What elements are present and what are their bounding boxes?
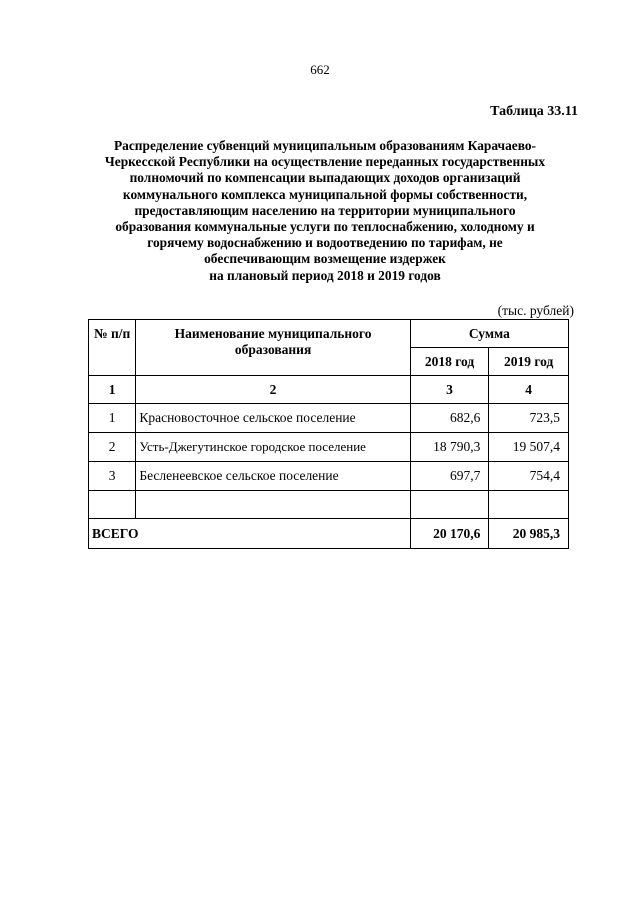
header-name: Наименование муниципального образования [136,320,410,376]
title-line: предоставляющим населению на территории муниципального [134,202,516,218]
row-num: 2 [89,433,136,462]
title-line: образования коммунальные услуги по теплоснабжению, холодному и [115,219,535,235]
empty-cell [410,491,489,519]
title-line: Распределение субвенций муниципальным образованиям Карачаево- [113,138,537,153]
subsidy-table [88,319,569,549]
row-name: Бесленеевское сельское поселение [136,462,410,491]
row-name: Усть-Джегутинское городское поселение [136,433,410,462]
total-row [89,519,569,549]
row-num: 3 [89,462,136,491]
row-value-2018: 697,7 [410,462,489,491]
title-line: коммунального комплекса муниципальной формы собственности, [122,186,528,202]
row-value-2018: 18 790,3 [410,433,489,462]
title-line: на плановый период 2018 и 2019 годов [209,267,441,283]
header-year-2018: 2018 год [410,348,489,376]
title-line: Черкесской Республики на осуществление переданных государственных [104,154,546,170]
header-num: № п/п [89,320,136,376]
row-value-2018: 682,6 [410,404,489,433]
page-number: 662 [310,62,330,77]
title-line: полномочий по компенсации выпадающих доходов организаций [129,170,521,186]
table-row [89,462,569,491]
table-row [89,433,569,462]
title-line: обеспечивающим возмещение издержек [204,251,446,267]
column-index: 4 [489,376,569,404]
column-index: 3 [410,376,489,404]
total-value-2019: 20 985,3 [489,519,569,549]
row-value-2019: 19 507,4 [489,433,569,462]
empty-cell [89,491,136,519]
header-sum: Сумма [410,320,568,348]
empty-cell [136,491,410,519]
row-value-2019: 723,5 [489,404,569,433]
empty-row [89,491,569,519]
table-header-row [89,320,569,348]
row-value-2019: 754,4 [489,462,569,491]
document-title [70,138,580,284]
row-name: Красновосточное сельское поселение [136,404,410,433]
total-label: ВСЕГО [89,519,411,549]
units-label: (тыс. рублей) [497,303,574,318]
table-label: Таблица 33.11 [490,104,578,119]
row-num: 1 [89,404,136,433]
empty-cell [489,491,569,519]
header-year-2019: 2019 год [489,348,569,376]
column-index: 2 [136,376,410,404]
table-row [89,404,569,433]
column-index-row [89,376,569,404]
total-value-2018: 20 170,6 [410,519,489,549]
title-line: горячему водоснабжению и водоотведению по тарифам, не [147,235,503,251]
column-index: 1 [89,376,136,404]
